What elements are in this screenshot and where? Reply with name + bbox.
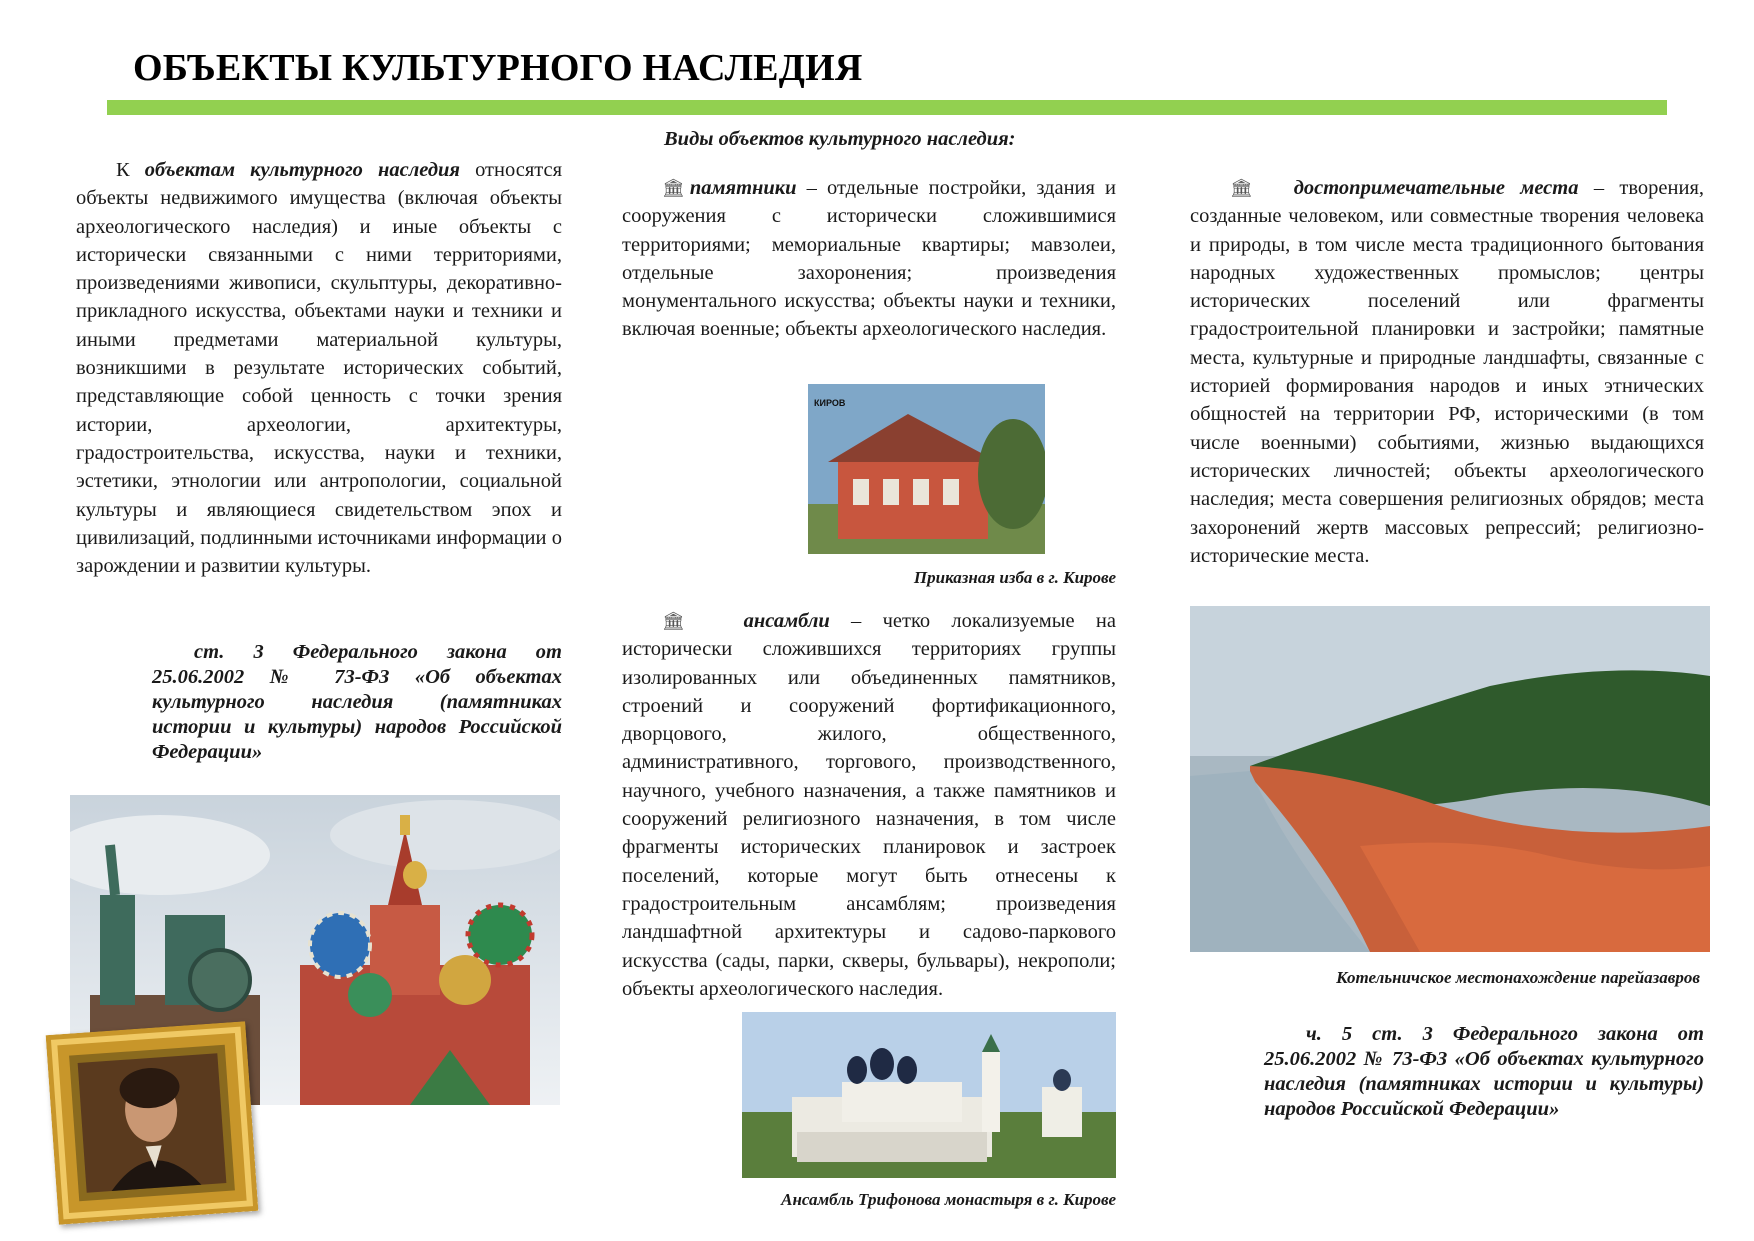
pushkin-portrait-photo [46,1021,259,1224]
intro-paragraph [76,156,562,580]
photo-sign-text: КИРОВ [814,398,846,408]
intro-lead: К [116,159,145,181]
intro-text: относятся объекты недвижимого имущества (включая объекты археологического наследия) и иные объекты с исторически связанными с ними территориями, произведениями живописи, скульптуры, декоративно-прикладного искусства, объектами науки и техники и иными предметами материальной культуры, возникшими в результате исторических событий, представляющие собой ценность с точки зрения истории, археологии, архитектуры, градостроительства, искусства, науки и техники, эстетики, этнологии или антропологии, социальной культуры и являющиеся свидетельством эпох и цивилизаций, подлинными источниками информации о зарождении и развитии культуры. [76,159,562,578]
monuments-paragraph [622,174,1116,344]
ensembles-paragraph [622,607,1116,1003]
sites-paragraph [1190,174,1704,570]
title-divider [107,100,1667,115]
intro-term: объектам культурного наследия [144,159,460,181]
ensembles-text: – четко локализуемые на исторически сложившихся территориях группы изолированных или объединенных памятников, строений и сооружений фортификационного, дворцового, жилого, общественного, административного, торгового, производственного, научного, учебного назначения, а также памятников и сооружений религиозного назначения, в том числе фрагменты исторических планировок и застроек поселений, которые могут быть отнесены к градостроительным ансамблям; произведения ландшафтной архитектуры и садово-паркового искусства (сады, парки, скверы, бульвары), некрополи; объекты археологического наследия. [622,610,1117,1000]
monument-icon: 🏛 [662,611,702,631]
page-title: ОБЪЕКТЫ КУЛЬТУРНОГО НАСЛЕДИЯ [133,47,863,89]
sites-term: достопримечательные места [1293,177,1579,199]
ensembles-term: ансамбли [743,610,830,632]
right-citation: ч. 5 ст. 3 Федерального закона от 25.06.2002 № 73-ФЗ «Об объектах культурного наследия (памятниках истории и культуры) народов Российской Федерации» [1264,1023,1704,1120]
prikaznaya-izba-photo [808,384,1045,554]
monument-icon: 🏛 [662,178,690,198]
prikaznaya-izba-caption: Приказная изба в г. Кирове [913,568,1116,587]
trifonov-monastery-caption: Ансамбль Трифонова монастыря в г. Кирове [781,1190,1116,1209]
monuments-text: – отдельные постройки, здания и сооружения с исторически сложившимися территориями; мемориальные квартиры; мавзолеи, отдельные захоронения; произведения монументального искусства; объекты науки и техники, включая военные; объекты археологического наследия. [622,177,1116,341]
left-citation: ст. 3 Федерального закона от 25.06.2002 № 73-ФЗ «Об объектах культурного наследия (памятниках истории и культуры) народов Российской Федерации» [152,641,562,763]
trifonov-monastery-photo [742,1012,1116,1178]
monuments-term: памятники [689,177,797,199]
monument-icon: 🏛 [1230,178,1264,198]
kotelnich-caption: Котельничское местонахождение парейазавров [1336,968,1700,987]
kotelnich-cliffs-photo [1190,606,1710,952]
left-column [76,156,562,580]
sites-text: – творения, созданные человеком, или совместные творения человека и природы, в том числе места традиционного бытования народных художественных промыслов; центры исторических поселений или фрагменты градостроительной планировки и застройки; памятные места, культурные и природные ландшафты, связанные с историей формирования народов и иных этнических общностей на территории РФ, историческими (в том числе военными) событиями, жизнью выдающихся исторических личностей; объекты археологического наследия; места совершения религиозных обрядов; места захоронений жертв массовых репрессий; религиозно-исторические места. [1190,177,1704,567]
types-subheading: Виды объектов культурного наследия: [664,128,1016,150]
